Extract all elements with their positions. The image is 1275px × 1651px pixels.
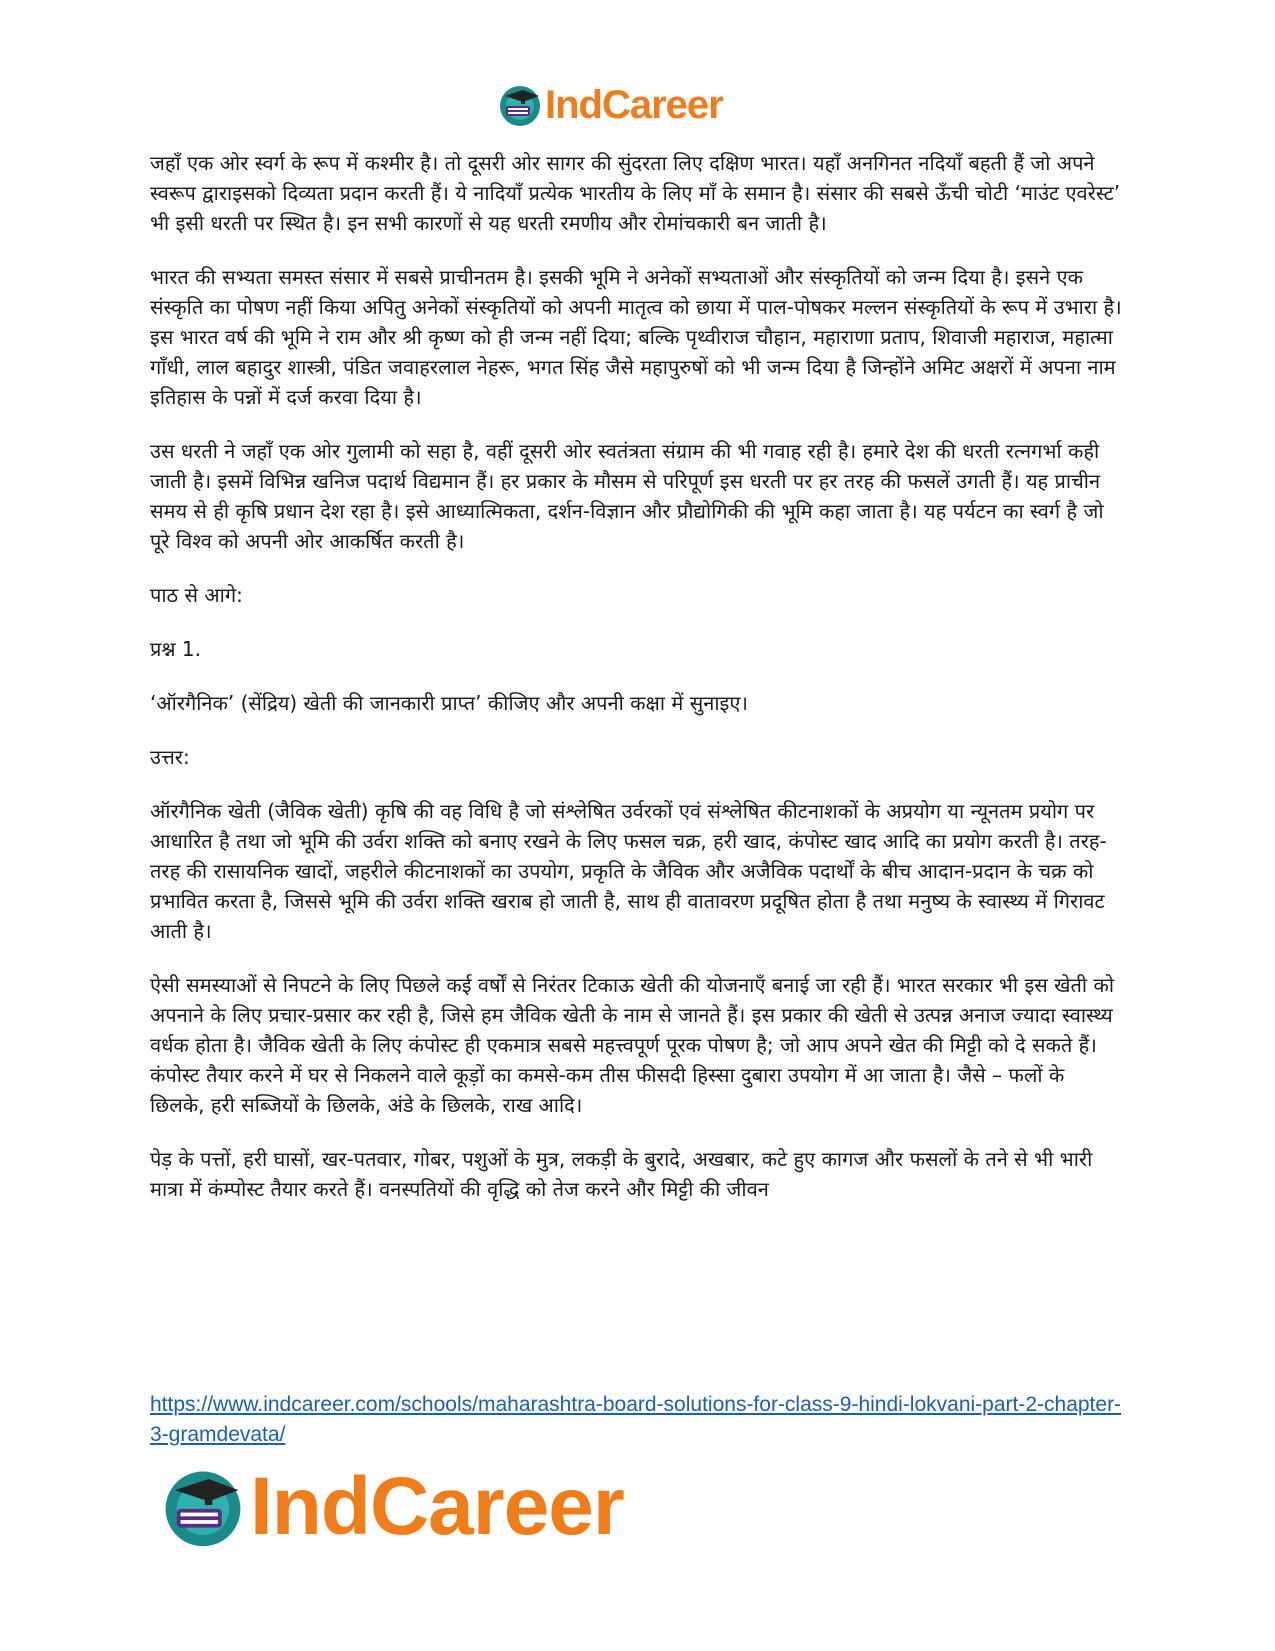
answer-paragraph-1: ऑरगैनिक खेती (जैविक खेती) कृषि की वह विधि है जो संश्लेषित उर्वरकों एवं संश्लेषित कीटनाशकों के अप्रयोग या न्यूनतम प्रयोग पर आधारित है तथा जो भूमि की उर्वरा शक्ति को बनाए रखने के लिए फसल चक्र, हरी खाद, कंपोस्ट खाद आदि का प्रयोग करती है। तरह-तरह की रासायनिक खादों, जहरीले कीटनाशकों का उपयोग, प्रकृति के जैविक और अजैविक पदार्थों के बीच आदान-प्रदान के चक्र को प्रभावित करता है, जिससे भूमि की उर्वरा शक्ति खराब हो जाती है, साथ ही वातावरण प्रदूषित होता है तथा मनुष्य के स्वास्थ्य में गिरावट आती है। <box>150 799 1107 943</box>
answer-label: उत्तर: <box>150 745 190 769</box>
logo-text: IndCareer <box>250 1461 624 1552</box>
question-label: प्रश्न 1. <box>150 637 201 661</box>
logo-text: IndCareer <box>545 82 723 127</box>
document-body <box>150 148 1125 1228</box>
answer-paragraph-2: ऐसी समस्याओं से निपटने के लिए पिछले कई वर्षों से निरंतर टिकाऊ खेती की योजनाएँ बनाई जा रही हैं। भारत सरकार भी इस खेती को अपनाने के लिए प्रचार-प्रसार कर रही है, जिसे हम जैविक खेती के नाम से जानते हैं। इस प्रकार की खेती से उत्पन्न अनाज ज्यादा स्वास्थ्य वर्धक होता है। जैविक खेती के लिए कंपोस्ट ही एकमात्र सबसे महत्त्वपूर्ण पूरक पोषण है; जो आप अपने खेत की मिट्टी को दे सकते हैं। कंपोस्ट तैयार करने में घर से निकलने वाले कूड़ों का कमसे-कम तीस फीसदी हिस्सा दुबारा उपयोग में आ जाता है। जैसे – फलों के छिलके, हरी सब्जियों के छिलके, अंडे के छिलके, राख आदि। <box>150 973 1114 1117</box>
header-logo <box>497 80 723 130</box>
paragraph-3: उस धरती ने जहाँ एक ओर गुलामी को सहा है, वहीं दूसरी ओर स्वतंत्रता संग्राम की भी गवाह रही है। हमारे देश की धरती रत्नगर्भा कही जाती है। इसमें विभिन्न खनिज पदार्थ विद्यमान हैं। हर प्रकार के मौसम से परिपूर्ण इस धरती पर हर तरह की फसलें उगती हैं। यह प्राचीन समय से ही कृषि प्रधान देश रहा है। इसे आध्यात्मिकता, दर्शन-विज्ञान और प्रौद्योगिकी की भूमि कहा जाता है। यह पर्यटन का स्वर्ग है जो पूरे विश्व को अपनी ओर आकर्षित करती है। <box>150 439 1104 553</box>
question-text: ‘ऑरगैनिक’ (सेंद्रिय) खेती की जानकारी प्राप्त’ कीजिए और अपनी कक्षा में सुनाइए। <box>150 691 748 715</box>
source-link[interactable]: https://www.indcareer.com/schools/maharashtra-board-solutions-for-class-9-hindi-lokvani-part-2-chapter-3-gramdevata/ <box>150 1393 1122 1446</box>
paragraph-2: भारत की सभ्यता समस्त संसार में सबसे प्राचीनतम है। इसकी भूमि ने अनेकों सभ्यताओं और संस्कृतियों को जन्म दिया है। इसने एक संस्कृति का पोषण नहीं किया अपितु अनेकों संस्कृतियों को अपनी मातृत्व को छाया में पाल-पोषकर मल्लन संस्कृतियों के रूप में उभारा है। इस भारत वर्ष की भूमि ने राम और श्री कृष्ण को ही जन्म नहीं दिया; बल्कि पृथ्वीराज चौहान, महाराणा प्रताप, शिवाजी महाराज, महात्मा गाँधी, लाल बहादुर शास्त्री, पंडित जवाहरलाल नेहरू, भगत सिंह जैसे महापुरुषों को भी जन्म दिया है जिन्होंने अमिट अक्षरों में अपना नाम इतिहास के पन्नों में दर्ज करवा दिया है। <box>150 265 1122 409</box>
section-heading: पाठ से आगे: <box>150 583 243 607</box>
footer-logo <box>160 1462 624 1552</box>
answer-paragraph-3: पेड़ के पत्तों, हरी घासों, खर-पतवार, गोबर, पशुओं के मुत्र, लकड़ी के बुरादे, अखबार, कटे हुए कागज और फसलों के तने से भी भारी मात्रा में कंम्पोस्ट तैयार करते हैं। वनस्पतियों की वृद्धि को तेज करने और मिट्टी की जीवन <box>150 1147 1093 1201</box>
graduation-cap-icon <box>497 82 543 128</box>
graduation-cap-icon <box>160 1464 246 1550</box>
paragraph-1: जहाँ एक ओर स्वर्ग के रूप में कश्मीर है। तो दूसरी ओर सागर की सुंदरता लिए दक्षिण भारत। यहाँ अनगिनत नदियाँ बहती हैं जो अपने स्वरूप द्वाराइसको दिव्यता प्रदान करती हैं। ये नादियाँ प्रत्येक भारतीय के लिए माँ के समान है। संसार की सबसे ऊँची चोटी ‘माउंट एवरेस्ट’ भी इसी धरती पर स्थित है। इन सभी कारणों से यह धरती रमणीय और रोमांचकारी बन जाती है। <box>150 151 1121 235</box>
